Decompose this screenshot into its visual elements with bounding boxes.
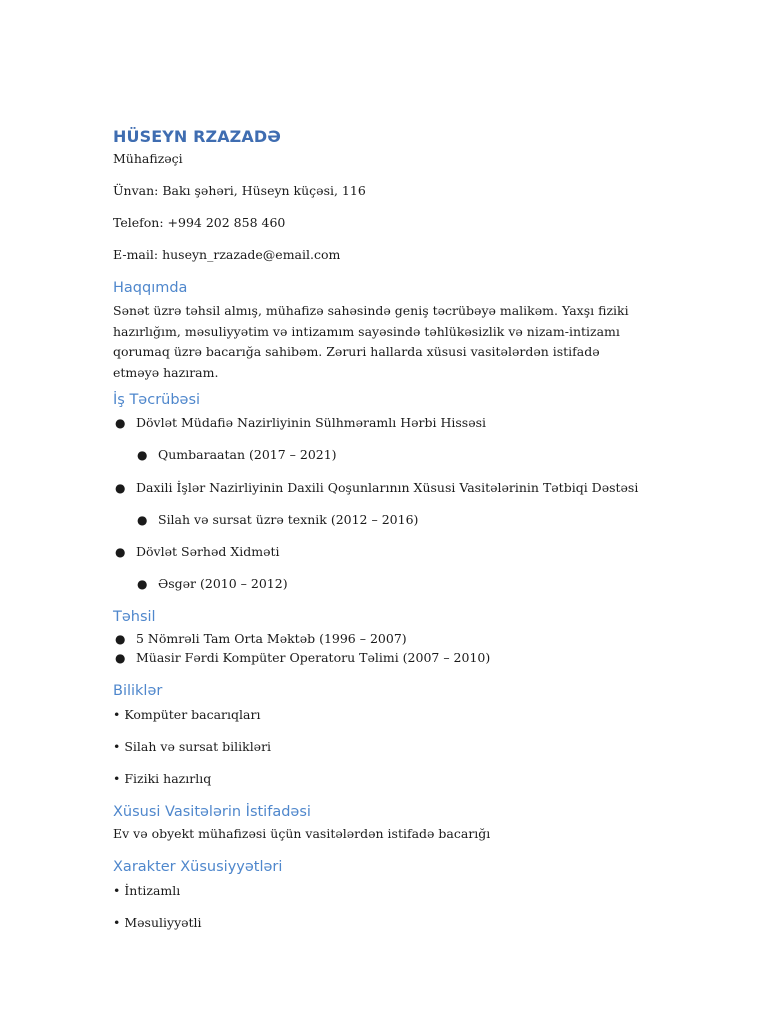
bullet-icon: ● bbox=[115, 481, 126, 495]
experience-org: Daxili İşlər Nazirliyinin Daxili Qoşunlarının Xüsusi Vasitələrinin Tətbiqi Dəstəsi bbox=[136, 480, 639, 495]
address-line: Ünvan: Bakı şəhəri, Hüseyn küçəsi, 116 bbox=[113, 183, 366, 198]
job-title: Mühafizəçi bbox=[113, 151, 183, 166]
skill-item: • Kompüter bacarıqları bbox=[113, 707, 261, 722]
education-item: Müasir Fərdi Kompüter Operatoru Təlimi (2007 – 2010) bbox=[136, 650, 491, 665]
bullet-icon: ● bbox=[137, 448, 148, 462]
education-heading: Təhsil bbox=[113, 609, 156, 625]
trait-item: • İntizamlı bbox=[113, 883, 181, 898]
experience-org: Dövlət Sərhəd Xidməti bbox=[136, 544, 280, 559]
experience-role: Əsgər (2010 – 2012) bbox=[158, 576, 288, 591]
phone-line: Telefon: +994 202 858 460 bbox=[113, 215, 286, 230]
experience-role: Silah və sursat üzrə texnik (2012 – 2016) bbox=[158, 512, 419, 527]
special-means-text: Ev və obyekt mühafizəsi üçün vasitələrdən istifadə bacarığı bbox=[113, 826, 491, 841]
experience-heading: İş Təcrübəsi bbox=[113, 392, 201, 408]
bullet-icon: ● bbox=[137, 513, 148, 527]
experience-role: Qumbaraatan (2017 – 2021) bbox=[158, 447, 337, 462]
email-line: E-mail: huseyn_rzazade@email.com bbox=[113, 247, 341, 262]
bullet-icon: ● bbox=[115, 632, 126, 646]
bullet-icon: ● bbox=[137, 577, 148, 591]
skill-item: • Fiziki hazırlıq bbox=[113, 771, 212, 786]
about-heading: Haqqımda bbox=[113, 280, 188, 296]
person-name: HÜSEYN RZAZADƏ bbox=[113, 127, 281, 146]
skills-heading: Biliklər bbox=[113, 683, 163, 699]
experience-org: Dövlət Müdafiə Nazirliyinin Sülhməramlı Hərbi Hissəsi bbox=[136, 415, 487, 430]
skill-item: • Silah və sursat bilikləri bbox=[113, 739, 272, 754]
bullet-icon: ● bbox=[115, 416, 126, 430]
traits-heading: Xarakter Xüsusiyyətləri bbox=[113, 859, 283, 875]
bullet-icon: ● bbox=[115, 651, 126, 665]
trait-item: • Məsuliyyətli bbox=[113, 915, 202, 930]
about-text: Sənət üzrə təhsil almış, mühafizə sahəsində geniş təcrübəyə malikəm. Yaxşı fiziki hazırlığım, məsuliyyətim və intizamım sayəsində təhlükəsizlik və nizam-intizamı qorumaq üzrə bacarığa sahibəm. Zəruri hallarda xüsusi vasitələrdən istifadə etməyə hazıram. bbox=[113, 303, 629, 380]
bullet-icon: ● bbox=[115, 545, 126, 559]
special-means-heading: Xüsusi Vasitələrin İstifadəsi bbox=[113, 804, 311, 820]
education-item: 5 Nömrəli Tam Orta Məktəb (1996 – 2007) bbox=[136, 631, 407, 646]
